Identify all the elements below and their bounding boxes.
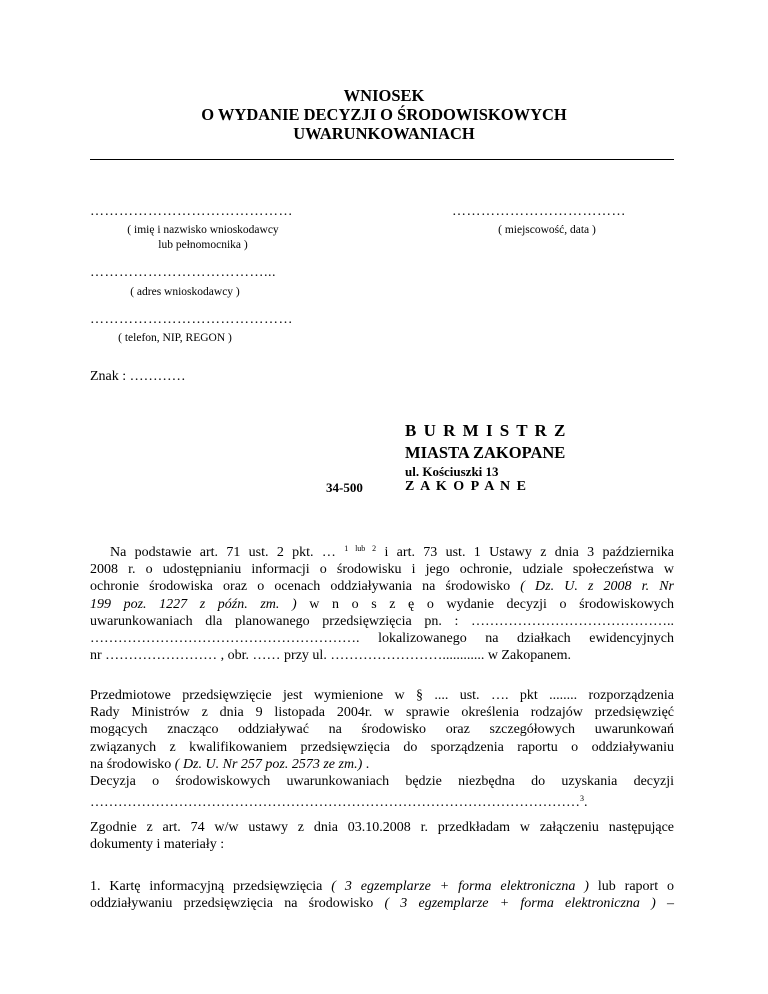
applicant-phone-caption: ( telefon, NIP, REGON ): [118, 332, 232, 344]
applicant-address-caption: ( adres wnioskodawcy ): [130, 286, 240, 298]
addressee-city: MIASTA ZAKOPANE: [405, 443, 566, 462]
title-line-2: O WYDANIE DECYZJI O ŚRODOWISKOWYCH: [201, 105, 567, 124]
header-divider: [90, 159, 674, 160]
reference-number: Znak : …………: [90, 369, 186, 384]
addressee-town: Z A K O P A N E: [405, 479, 528, 494]
attachment-list-item-1: 1. Kartę informacyjną przedsięwzięcia ( 3 egzemplarze + forma elektroniczna ) lub raport o oddziaływaniu przedsięwzięcia na środowisko ( 3 egzemplarze + forma elektroniczna ) –: [90, 879, 675, 912]
addressee-title: B U R M I S T R Z: [405, 421, 567, 440]
addressee-postal-code: 34-500: [326, 480, 363, 495]
applicant-name-caption: ( imię i nazwisko wnioskodawcy lub pełnomocnika ): [127, 224, 279, 251]
paragraph-attachments-intro: Zgodnie z art. 74 w/w ustawy z dnia 03.10.2008 r. przedkładam w załączeniu następujące dokumenty i materiały :: [90, 820, 674, 853]
place-date-field: ………………………………: [452, 204, 626, 219]
paragraph-legal-basis: Na podstawie art. 71 ust. 2 pkt. … $^{1 lub 2}$ i art. 73 ust. 1 Ustawy z dnia 3 października 2008 r. o udostępnianiu informacji o środowisku i jego ochronie, udziale społeczeństwa w ochronie środowiska oraz o ocenach oddziaływania na środowisko ( Dz. U. z 2008 r. Nr 199 poz. 1227 z późn. zm. ) w n o s z ę o wydanie decyzji o środowiskowych uwarunkowaniach dla planowanego przedsięwzięcia pn. : …………………………………….. …………………………………………………. lokalizowanego na działkach ewidencyjnych nr …………………… , obr. …… przy ul. ……………………............ w Zakopanem.: [90, 544, 675, 664]
place-date-caption: ( miejscowość, data ): [498, 224, 596, 236]
paragraph-regulation: Przedmiotowe przedsięwzięcie jest wymienione w § .... ust. …. pkt ........ rozporządzenia Rady Ministrów z dnia 9 listopada 2004r. w sprawie określenia rodzajów przedsięwzięć mogących znacząco oddziaływać na środowisko oraz szczegółowych uwarunkowań związanych z kwalifikowaniem przedsięwzięcia do sporządzenia raportu o oddziaływaniu na środowisko ( Dz. U. Nr 257 poz. 2573 ze zm.) . Decyzja o środowiskowych uwarunkowaniach będzie niezbędna do uzyskania decyzji ……………………………………………………………………………………………$^3$.: [90, 688, 674, 811]
title-line-1: WNIOSEK: [343, 86, 425, 105]
addressee-street: ul. Kościuszki 13: [405, 464, 499, 479]
title-line-3: UWARUNKOWANIACH: [293, 124, 475, 143]
applicant-name-field: ……………………………………: [90, 204, 293, 219]
applicant-phone-field: ……………………………………: [90, 312, 293, 327]
applicant-address-field: ………………………………...: [90, 265, 276, 280]
